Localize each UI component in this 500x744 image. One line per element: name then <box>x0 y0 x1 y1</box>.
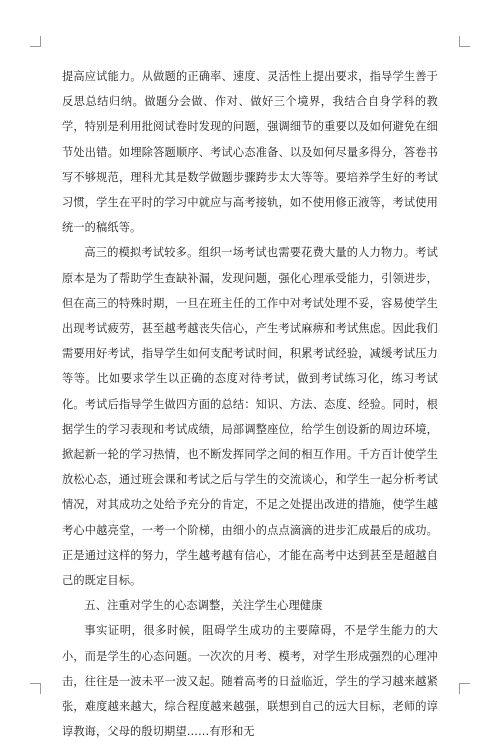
crop-mark-top-left <box>30 36 41 47</box>
paragraph-exam-skills: 提高应试能力。从做题的正确率、速度、灵活性上提出要求，指导学生善于反思总结归纳。做题分会做、作对、做好三个境界，我结合自身学科的教学，特别是利用批阅试卷时发现的问题，强调细节的重要以及如何避免在细节处出错。如埋除答题顺序、考试心态准备、以及如何尽量多得分，答卷书写不够规范，理科尤其是数学做题步骤跨步太大等等。要培养学生好的考试习惯，学生在平时的学习中就应与高考接轨，如不使用修正液等，考试使用统一的稿纸等。 <box>62 70 438 235</box>
crop-mark-top-right <box>459 36 470 47</box>
section-heading-mental-health: 五、注重对学生的心态调整，关注学生心理健康 <box>84 599 323 613</box>
document-body <box>62 64 438 744</box>
paragraph-mindset: 事实证明，很多时候，阻碍学生成功的主要障碍，不是学生能力的大小，而是学生的心态问题。一次次的月考、模考，对学生形成强烈的心理冲击，往往是一波未平一波又起。随着高考的日益临近，学生的学习越来越紧张，难度越来越大，综合程度越来越强，联想到自己的远大目标，老师的谆谆教诲，父母的殷切期望……有形和无 <box>62 624 438 739</box>
paragraph-mock-exams: 高三的模拟考试较多。组织一场考试也需要花费大量的人力物力。考试原本是为了帮助学生查缺补漏，发现问题，强化心理承受能力，引领进步，但在高三的特殊时期，一旦在班主任的工作中对考试处理不妥，容易使学生出现考试疲劳，甚至越考越丧失信心，产生考试麻痹和考试焦虑。因此我们需要用好考试，指导学生如何支配考试时间，积累考试经验，减缓考试压力等等。比如要求学生以正确的态度对待考试，做到考试练习化，练习考试化。考试后指导学生做四方面的总结：知识、方法、态度、经验。同时，根据学生的学习表现和考试成绩，局部调整座位，给学生创设新的周边环境，掀起新一轮的学习热情，也不断发挥同学之间的相互作用。千方百计使学生放松心态，通过班会课和考试之后与学生的交流谈心，和学生一起分析考试情况，对其成功之处给予充分的肯定，不足之处提出改进的措施，使学生越考心中越亮堂，一考一个阶梯，由细小的点点滴滴的进步汇成最后的成功。正是通过这样的努力，学生越考越有信心，才能在高考中达到甚至是超越自己的既定目标。 <box>62 246 438 588</box>
crop-mark-bottom-left <box>30 683 41 694</box>
crop-mark-bottom-right <box>459 683 470 694</box>
